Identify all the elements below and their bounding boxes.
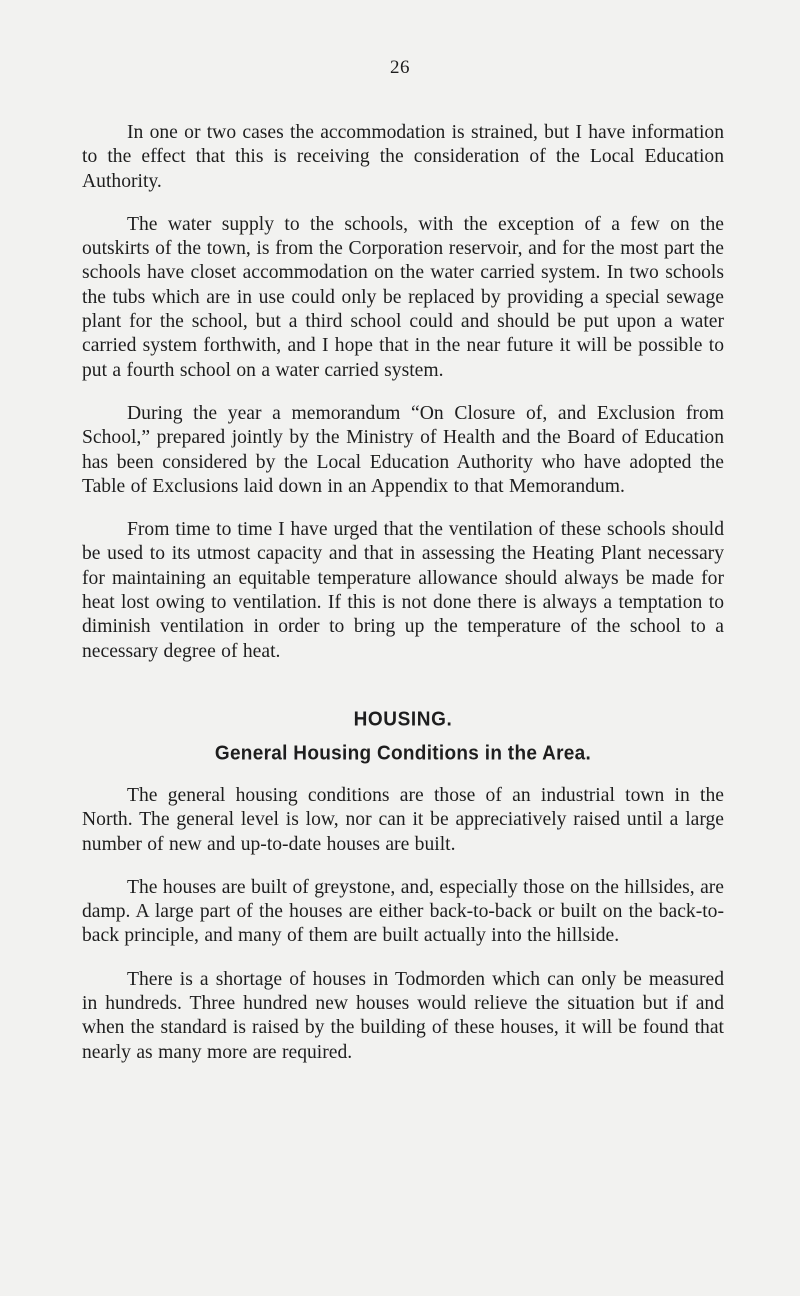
page-number: 26 <box>390 57 410 78</box>
section-heading-housing: HOUSING. <box>353 708 453 731</box>
paragraph-ventilation: From time to time I have urged that the ventilation of these schools should be used to its utmost capacity and that in assessing the Heating Plant necessary for maintaining an equitable temperature allowance should always be made for heat lost owing to ventilation. If this is not done there is always a temptation to diminish ventilation in order to bring up the temperature of the school to a necessary degree of heat. <box>82 519 724 662</box>
paragraph-general-conditions: The general housing conditions are those of an industrial town in the North. The general level is low, nor can it be appreciatively raised until a large number of new and up-to-date houses are built. <box>82 784 724 855</box>
page-body <box>82 121 724 1084</box>
paragraph-accommodation: In one or two cases the accommodation is strained, but I have information to the effect that this is receiving the consideration of the Local Education Authority. <box>82 122 724 192</box>
paragraph-housing-shortage: There is a shortage of houses in Todmorden which can only be measured in hundreds. Three hundred new houses would relieve the situation but if and when the standard is raised by the building of these houses, it will be found that nearly as many more are required. <box>82 968 724 1063</box>
paragraph-exclusion-memorandum: During the year a memorandum “On Closure of, and Exclusion from School,” prepared jointly by the Ministry of Health and the Board of Education has been considered by the Local Education Authority who have adopted the Table of Exclusions laid down in an Appendix to that Memorandum. <box>82 402 724 497</box>
section-subheading: General Housing Conditions in the Area. <box>214 742 592 765</box>
paragraph-water-supply: The water supply to the schools, with the exception of a few on the outskirts of the town, is from the Corporation reservoir, and for the most part the schools have closet accommodation on the water carried system. In two schools the tubs which are in use could only be replaced by providing a special sewage plant for the school, but a third school could and should be put upon a water carried system forthwith, and I hope that in the near future it will be possible to put a fourth school on a water carried system. <box>82 213 724 381</box>
paragraph-greystone-houses: The houses are built of greystone, and, especially those on the hillsides, are damp. A large part of the houses are either back-to-back or built on the back-to-back principle, and many of them are built actually into the hillside. <box>82 876 724 947</box>
